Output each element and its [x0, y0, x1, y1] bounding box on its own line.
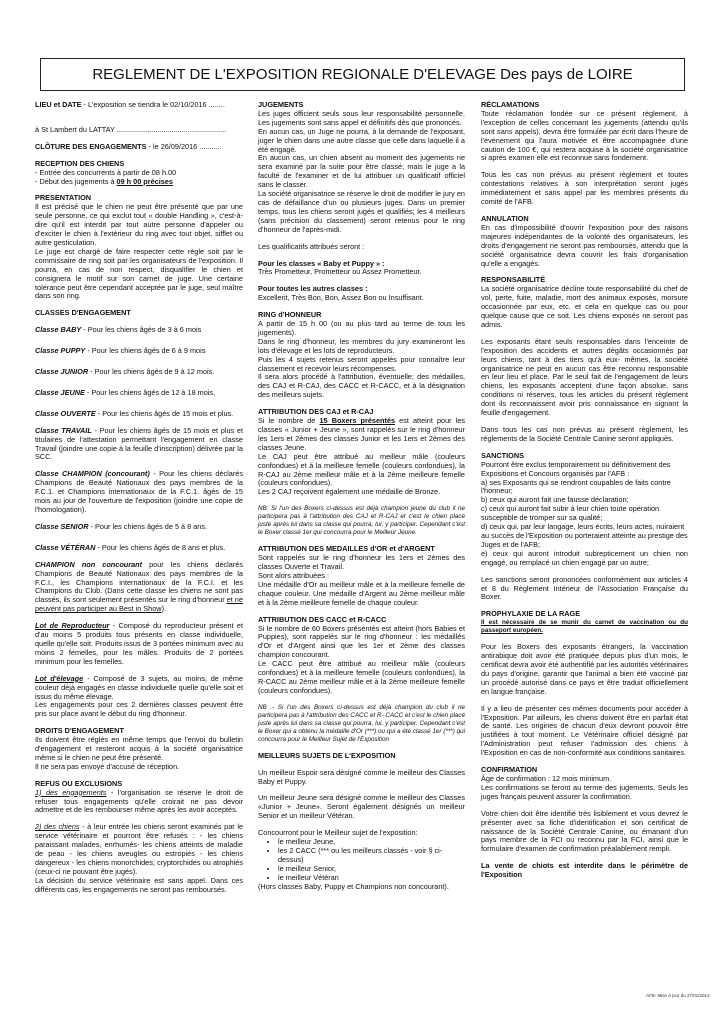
class-junior-label: Classe JUNIOR — [35, 367, 89, 377]
medailles-title: ATTRIBUTION DES MEDAILLES d'OR et d'ARGENT — [258, 544, 435, 554]
ring-text-2: Dans le ring d'honneur, les membres du jury examineront les lots d'élevage et les lots de reproducteurs. — [258, 336, 465, 355]
jugements-text-4: La société organisatrice se réserve le droit de modifier le jury en cas de défaillance d'un ou plusieurs juges. Dans un premier temps, tous les chiens seront jugés et qualifiés; les 4 meilleurs (sans précision du classement) seront retenus pour le ring d'honneur de l'après-midi. — [258, 189, 465, 234]
medailles-text-3: Une médaille d'Or au meilleur mâle et à la meilleure femelle de chaque couleur. Une médaille d'Argent au 2ème meilleur mâle et à la 2ème meilleure femelle de chaque couleur. — [258, 579, 465, 607]
class-baby-text: - Pour les chiens âgés de 3 à 6 mois — [81, 325, 202, 335]
sanctions-title: SANCTIONS — [481, 450, 524, 460]
jugements-text-3: En aucun cas, un chien absent au moment des jugements ne sera examiné par la suite pour être classé; mais le juge a la faculté de l'examiner et de lui attribuer un qualificatif officiel sans le classer. — [258, 153, 465, 190]
refus-1-label: 1) des engagements — [35, 787, 107, 797]
hors-classes-text: (Hors classes Baby, Puppy et Champions non concourant). — [258, 881, 449, 891]
repro-text: - Composé du reproducteur présent et d'au moins 5 produits tous présents en classe individuelle, quelle qu'elle soit. Produits issus de 3 portées minimum avec au moins 2 femelles, pour les mâles. Produits de 2 portées minimum pour les femelles. — [35, 621, 243, 666]
autres-label: Pour toutes les autres classes : — [258, 284, 368, 294]
cnc-label: CHAMPION non concourant — [35, 559, 143, 569]
reception-time: 09 h 00 précises — [116, 176, 173, 186]
cloture-text: - le 26/09/2016 ........... — [146, 141, 222, 151]
class-junior-text: - Pour les chiens âgés de 9 à 12 mois. — [88, 367, 215, 377]
annulation-text: En cas d'impossibilité d'ouvrir l'exposition pour des raisons majeures indépendantes de la volonté des organisateurs, les droits d'engagement ne seront pas remboursés, attendu que la société organisatrice devra couvrir les frais d'organisation qu'elle a engagés. — [481, 222, 688, 268]
class-travail-label: Classe TRAVAIL — [35, 425, 92, 435]
ring-text-4: Il sera alors procédé à l'attribution, éventuelle; des médailles, des CAJ et R-CAJ, des CACC et R-CACC, et à la désignation des meilleurs sujets. — [258, 372, 465, 400]
elevage-text: - Composé de 3 sujets, au moins, de même couleur déjà engagés en classe individuelle quelle qu'elle soit et issus du même élevage. — [35, 673, 244, 701]
cnc-underline: et ne peuvent pas participer au Best in Show — [35, 595, 244, 614]
cnc-text: pour les chiens déclarés Champions de Beauté Nationaux des pays membres de la F.C.I., les Champions internationaux de la F.C.I. et les Champions du Club. (Dans cette classe les chiens ne sont pas classés, ils sont seulement présentés sur le ring d'honneur — [35, 559, 243, 605]
sanctions-c: c) ceux qui auront fait subir à leur chien toute opération susceptible de tromper sur sa qualité; — [481, 504, 660, 523]
prophylaxie-subtitle: Il est nécessaire de se munir du carnet de vaccination ou du passeport européen. — [481, 619, 688, 635]
class-travail-text: - Pour les chiens âgés de 15 mois et plus et titulaires de l'attestation permettant l'engagement en classe Travail (joindre une copie à la feuille d'inscription) délivrée par la SCC. — [35, 425, 243, 462]
confirmation-title: CONFIRMATION — [481, 765, 538, 775]
presentation-text-2: Le juge est chargé de faire respecter cette règle soit par le commissaire de ring soit par les organisateurs de l'exposition. Il pourra, en cas de non respect, disqualifier le chien et consignera le motif sur son carnet de juge. Une certaine tolérance peut être cependant acceptée par le juge, seul maître dans son ring. — [35, 246, 243, 301]
responsabilite-text-3: Dans tous les cas non prévus au présent règlement, les règlements de la Société Centrale Canine seront appliqués. — [481, 425, 688, 443]
caj-text-1c: est atteint pour les classes « Junior + Jeune », sont rappelés sur le ring d'honneur les 1ers et 2èmes des classes Junior et les 1ers et 2èmes des classes Jeune. — [258, 416, 466, 452]
list-item: • le meilleur Vétéran — [278, 874, 465, 883]
cacc-note: NB .- Si l'un des Boxers ci-dessus est déjà champion du club il ne participera pas à l'attribution des CACC et R- CACC et c'est le chien placé juste après lui dans sa classe qui pourra, lui, y participer. Cependant c'est le Boxer qui a obtenu la médaille d'Or (***) ou qui a été classé 1er (***) qui concourra pour le Meilleur Sujet de l'Exposition — [258, 703, 465, 743]
autres-text: Excellent, Très Bon, Bon, Assez Bon ou Insuffisant. — [258, 293, 424, 303]
caj-text-1b: 15 Boxers présentés — [319, 416, 396, 426]
list-item: • le meilleur Senior, — [278, 865, 465, 874]
lieu-text: - L'exposition se tiendra le 02/10/2016 ........ — [81, 100, 225, 109]
cnc-end: ). — [161, 604, 167, 614]
class-jeune-text: - Pour les chiens âgés de 12 à 18 mois, — [84, 387, 216, 397]
class-champion-label: Classe CHAMPION (concourant) — [35, 469, 150, 479]
column-left — [35, 101, 243, 903]
cacc-text-2: Le CACC peut être attribué au meilleur mâle (couleurs confondues) et à la meilleure femelle (couleurs confondues), la R-CACC au 2ème meilleur mâle et à la 2ème meilleure femelle (couleurs confondues). — [258, 659, 465, 695]
jugements-title: JUGEMENTS — [258, 100, 304, 109]
refus-1-text: - l'organisation se réserve le droit de refuser tous engagements qu'elle croirait ne pas devoir admettre et de les rembourser même après les avoir acceptés. — [35, 787, 244, 815]
medailles-text-1: Sont rappelés sur le ring d'honneur les 1ers et 2èmes des classes Ouverte et Travail. — [258, 553, 465, 572]
refus-title: REFUS OU EXCLUSIONS — [35, 778, 123, 788]
concourent-text: Concourront pour le Meilleur sujet de l'exposition: — [258, 828, 418, 838]
lieu-line2: à St Lambert du LATTAY ...................................................... — [35, 124, 227, 134]
class-ouverte-text: - Pour les chiens âgés de 15 mois et plus. — [95, 408, 234, 418]
caj-title: ATTRIBUTION DES CAJ et R-CAJ — [258, 407, 374, 417]
responsabilite-text-2: Les exposants étant seuls responsables dans l'enceinte de l'exposition des accidents et autres dégâts occasionnés par leurs chiens, tant à des tiers qu'à eux- mêmes, la société organisatrice ne peut en aucun cas être reconnu responsable en leur lieu et place. Par le seul fait de l'engagement de leurs chiens, les exposants acceptent d'une façon absolue, sans conditions ni réserves, tous les articles du présent règlement dont ils reconnaissent avoir pris connaissance en signant la feuille d'engagement. — [481, 336, 688, 418]
droits-text: Ils doivent être réglés en même temps que l'envoi du bulletin d'engagement et resteront acquis à la société organisatrice même si le chien ne peut être présenté. — [35, 735, 243, 762]
responsabilite-text-1: La société organisatrice décline toute responsabilité du chef de vol, perte, fuite, maladie, mort des animaux exposés, morsure occasionnée par eux, etc. et cela en quelque cas ou pour quelque cause que ce soit. Les chiens exposés ne seront pas admis. — [481, 284, 688, 329]
droits-title: DROITS D'ENGAGEMENT — [35, 726, 124, 736]
class-senior-label: Classe SENIOR — [35, 521, 89, 531]
sanctions-text-1: Pourront être exclus temporairement ou définitivement des Expositions et Concours organisés par l'AFB : — [481, 459, 671, 478]
refus-2-text: - à leur entrée les chiens seront examinés par le service vétérinaire et pourront être refusés : - les chiens paraissant malades, enrhumés- les chiens atteints de maladie de peau - les chiens aveugles ou estropiés - les chiens dangereux - les chiens monorchides, cryptorchides ou atrophiés (ceux-ci ne pouvant être jugés). — [35, 822, 243, 876]
elevage-label: Lot d'élevage — [35, 673, 84, 683]
list-item: • les 2 CACC (*** ou les meilleurs classés - voir § ci-dessus) — [278, 847, 465, 865]
reception-line-2: - Début des jugements à — [35, 176, 117, 186]
elevage-text-2: Les engagements pour ces 2 dernières classes peuvent être pris sur place avant le début du ring d'honneur. — [35, 700, 243, 719]
refus-2-label: 2) des chiens — [35, 822, 80, 832]
repro-label: Lot de Reproducteur — [35, 621, 110, 631]
ring-text-1: A partir de 15 h 00 (ou au plus tard au terme de tous les jugements). — [258, 319, 465, 337]
lieu-label: LIEU et DATE — [35, 100, 82, 109]
reclamations-title: RÉCLAMATIONS — [481, 100, 540, 109]
footer-note: AFB- Mise à jour du 27/01/2013 — [646, 993, 710, 998]
sanctions-e: e) ceux qui auront introduit subrepticement un chien non engagé, ou remplacé un chien engagé par un autre; — [481, 548, 688, 567]
sanctions-text-2: Les sanctions seront prononcées conformément aux articles 4 et 8 du Règlement Intérieur de l'Association Française du Boxer. — [481, 574, 688, 602]
prophylaxie-text-2: Il y a lieu de présenter ces mêmes documents pour accéder à l'Exposition. Par ailleurs, les chiens doivent être en parfait état de santé. Les origines de chacun d'eux devront pouvoir être justifiées à tout moment. Le Vétérinaire officiel désigné par l'Administration peut refuser l'admission des chiens à l'Exposition en cas de non-conformité aux conditions sanitaires. — [481, 703, 688, 758]
confirmation-text-2: Les confirmations se feront au terme des jugements. Seuls les juges français peuvent assurer la confirmation. — [481, 782, 688, 801]
vente-chiots-text: La vente de chiots est interdite dans le périmètre de l'Exposition — [481, 861, 688, 880]
responsabilite-title: RESPONSABILITÉ — [481, 275, 546, 285]
meilleur-espoir-text: Un meilleur Espoir sera désigné comme le meilleur des Classes Baby et Puppy. — [258, 767, 465, 786]
reclamations-text-2: Tous les cas non prévus au présent règlement et toutes contestations relatives à son interprétation seront jugés immédiatement et sans appel par les membres présents du comité de l'AFB. — [481, 170, 688, 207]
list-item: • le meilleur Jeune, — [278, 838, 465, 847]
reception-title: RECEPTION DES CHIENS — [35, 158, 125, 168]
jugements-text-2: En aucun cas, un Juge ne pourra, à la demande de l'exposant, juger le chien dans une autre classe que celle dans laquelle il a été engagé. — [258, 126, 465, 154]
meilleurs-title: MEILLEURS SUJETS DE L'EXPOSITION — [258, 750, 396, 760]
sanctions-a: a) ses Exposants qui se rendront coupables de faits contre l'honneur; — [481, 477, 671, 496]
classes-title: CLASSES D'ENGAGEMENT — [35, 308, 131, 318]
caj-note: NB: Si l'un des Boxers ci-dessus est déjà champion jeune du club il ne participera pas à l'attribution des CAJ et R-CAJ et c'est le chien placé juste après lui dans sa classe qui pourra, lui, y participer. Cependant c'est le Boxer classé 1er qui concourra pour le Meilleur Jeune. — [258, 505, 465, 537]
column-middle — [258, 101, 465, 900]
class-ouverte-label: Classe OUVERTE — [35, 408, 96, 418]
prophylaxie-text-1: Pour les Boxers des exposants étrangers, la vaccination antirabique doit avoir été pratiquée depuis plus d'un mois, le certificat devra avoir été authentifié par les autorités vétérinaires du pays d'origine, garantir que l'animal a bien été vacciné par un procédé autorisé dans ce pays et être traduit officiellement en langue française. — [481, 642, 688, 696]
class-puppy-text: - Pour les chiens âgés de 6 à 9 mois — [85, 346, 206, 356]
medailles-text-2: Sont alors attribuées : — [258, 570, 329, 580]
cacc-title: ATTRIBUTION DES CACC et R-CACC — [258, 614, 387, 624]
cacc-text-1: Si le nombre de 60 Boxers présentés est atteint (hors Babies et Puppies), sont rappelés sur le ring d'honneur : les médaillés d'Or et d'Argent ainsi que les 1er et 2ème des classes champion concourant. — [258, 623, 465, 660]
class-veteran-text: - Pour les chiens âgés de 8 ans et plus. — [95, 542, 226, 552]
caj-text-3: Les 2 CAJ reçoivent également une médaille de Bronze. — [258, 487, 441, 497]
class-veteran-label: Classe VÉTÉRAN — [35, 542, 96, 552]
caj-text-2: Le CAJ peut être attribué au meilleur mâle (couleurs confondues) et à la meilleure femelle (couleurs confondues), la R-CAJ au 2ème meilleur mâle et à la 2ème meilleure femelle (couleurs confondues). — [258, 451, 465, 488]
caj-text-1a: Si le nombre de — [258, 416, 320, 426]
jugements-text-1: Les juges officient seuls sous leur responsabilité personnelle. Les jugements sont sans appel et définitifs dès que prononcés. — [258, 108, 465, 127]
refus-3-text: La décision du service vétérinaire est sans appel. Dans ces différents cas, les engagements ne seront pas remboursés. — [35, 875, 243, 894]
class-champion-text: - Pour les chiens déclarés Champions de Beauté Nationaux des pays membres de la F.C.1. et Champions internationaux de la F.C.1. âgés de 15 mois au jour de l'ouverture de l'exposition (joindre une copie de l'homologation). — [35, 469, 243, 514]
presentation-text-1: Il est précisé que le chien ne peut être présenté que par une seule personne, ce qui exclut tout « double Handling », c'est-à-dire qu'il est interdit par tout autre personne d'appeler ou d'exciter le chien à l'extérieur du ring avec tout objet, sifflet ou autre gesticulation. — [35, 202, 243, 247]
annulation-title: ANNULATION — [481, 213, 529, 223]
column-right — [481, 101, 688, 888]
class-puppy-label: Classe PUPPY — [35, 346, 86, 356]
page-title: REGLEMENT DE L'EXPOSITION REGIONALE D'ELEVAGE Des pays de LOIRE — [40, 58, 685, 91]
sanctions-b: b) ceux qui auront fait une fausse déclaration; — [481, 495, 629, 505]
qualificatifs-text: Les qualificatifs attribués seront : — [258, 241, 365, 251]
cloture-label: CLÔTURE DES ENGAGEMENTS — [35, 141, 147, 151]
droits-text-2: Il ne sera pas envoyé d'accusé de réception. — [35, 761, 180, 771]
baby-puppy-text: Très Prometteur, Prometteur ou Assez Prometteur. — [258, 267, 422, 277]
prophylaxie-title: PROPHYLAXIE DE LA RAGE — [481, 609, 581, 619]
baby-puppy-label: Pour les classes « Baby et Puppy » : — [258, 258, 385, 268]
confirmation-text-1: Âge de confirmation : 12 mois minimum. — [481, 774, 612, 783]
class-baby-label: Classe BABY — [35, 325, 82, 335]
sanctions-d: d) ceux qui, par leur langage, leurs écrits, leurs actes, nuiraient au succès de l'Exposition ou porteraient atteinte au prestige des Juges et de l'AFB; — [481, 522, 688, 549]
class-senior-text: - Pour les chiens âgés de 5 à 8 ans. — [88, 521, 207, 531]
reclamations-text-1: Toute réclamation fondée sur ce présent règlement, à l'exception de celles concernant les jugements (attendu qu'ils sont sans appels), devra être formulée par écrit dans l'heure de l'événement qui l'aura motivée et être accompagnée d'une caution de 100 €, qui restera acquise à la société organisatrice si après examen elle est reconnue sans fondement. — [481, 108, 688, 163]
meilleur-jeune-text: Un meilleur Jeune sera désigné comme le meilleur des Classes «Junior + Jeune». Seront également désignés un meilleur Senior et un meilleur Vétéran. — [258, 793, 465, 821]
confirmation-text-3: Votre chien doit être identifié très lisiblement et vous devrez le présenter avec sa fiche d'identification et son certificat de naissance de la Société Centrale Canine, ou émanant d'un pays membre de la FCI ou reconnu par la FCI, ainsi que le formulaire d'examen de confirmation préalablement rempli. — [481, 808, 688, 854]
ring-text-3: Puis les 4 sujets retenus seront appelés pour connaître leur classement et recevoir leurs récompenses. — [258, 354, 465, 373]
ring-title: RING d'HONNEUR — [258, 310, 322, 320]
presentation-title: PRESENTATION — [35, 193, 92, 203]
meilleur-sujet-list — [258, 838, 465, 883]
reception-line-1: - Entrée des concurrents à partir de 08 h.00 — [35, 167, 177, 177]
class-jeune-label: Classe JEUNE — [35, 387, 85, 397]
